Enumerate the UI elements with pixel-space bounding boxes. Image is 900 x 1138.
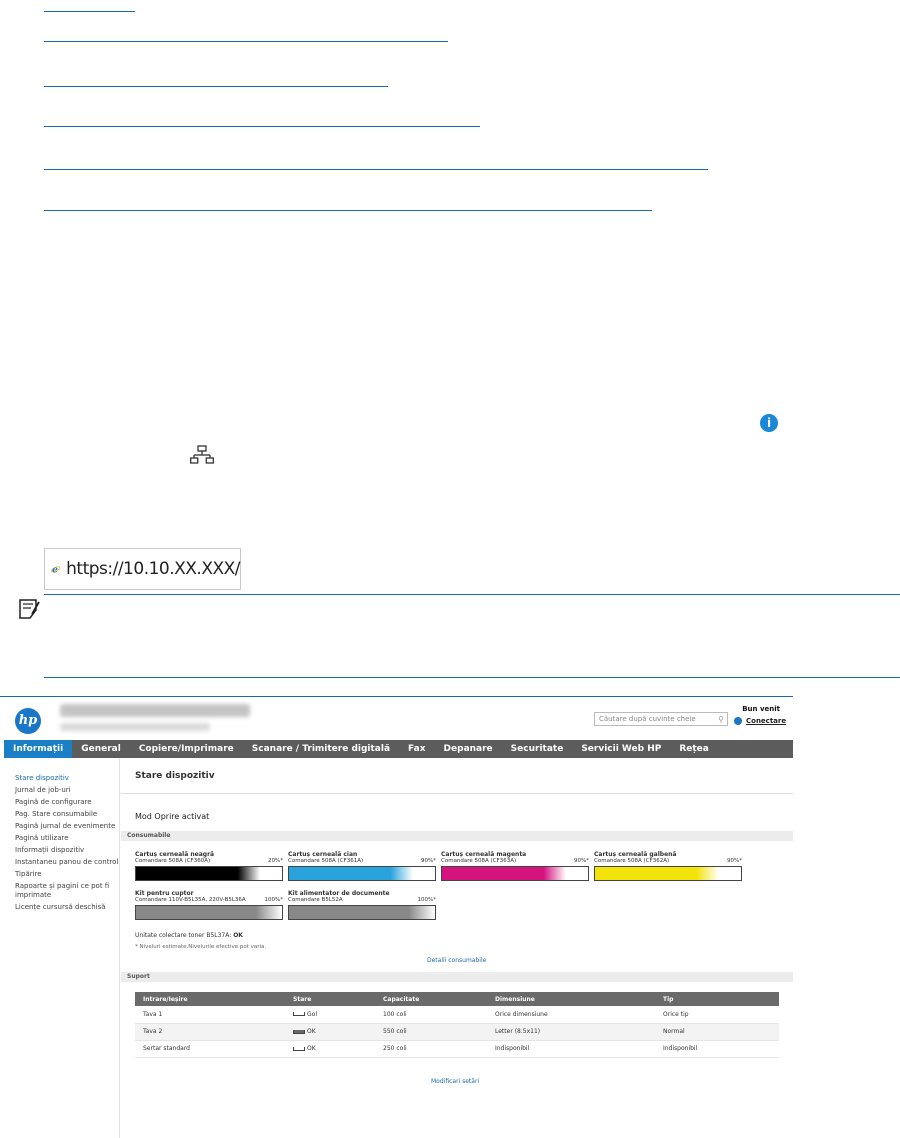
ews-screenshot <box>0 696 793 1138</box>
toner-collection-value: OK <box>233 932 243 939</box>
toner-collection-status <box>135 932 243 939</box>
cartridge-order: Comandare 508A (CF361A) <box>288 858 364 864</box>
media-section-header: Suport <box>121 972 793 982</box>
cartridge-level: 90%* <box>421 858 436 864</box>
note-bottom-rule <box>44 677 900 678</box>
table-cell <box>285 1006 375 1023</box>
table-cell: Normal <box>655 1023 779 1040</box>
cartridge-fill <box>136 867 260 880</box>
column-header: Intrare/Ieșire <box>135 992 285 1006</box>
sleep-mode-status: Mod Oprire activat <box>135 812 210 821</box>
cartridge-level: 90%* <box>574 858 589 864</box>
cartridge-fill <box>595 867 719 880</box>
link-underline-1[interactable] <box>44 0 135 12</box>
blurred-device-name <box>60 704 250 717</box>
tray-empty-icon <box>293 1012 305 1016</box>
table-cell: Sertar standard <box>135 1040 285 1057</box>
table-cell: Indisponibil <box>487 1040 655 1057</box>
column-header: Dimensiune <box>487 992 655 1006</box>
cartridge-level-bar <box>288 866 436 881</box>
cartridge-order: Comandare 508A (CF360A) <box>135 858 211 864</box>
tray-status: OK <box>307 1028 316 1035</box>
sidebar-item-control-panel-snapshot[interactable]: Instantaneu panou de control <box>15 858 119 866</box>
table-cell <box>285 1023 375 1040</box>
table-cell: Indisponibil <box>655 1040 779 1057</box>
link-underline-3[interactable] <box>44 75 388 87</box>
search-input[interactable] <box>594 712 728 726</box>
table-cell <box>285 1040 375 1057</box>
table-cell: 550 coli <box>375 1023 487 1040</box>
table-cell: 250 coli <box>375 1040 487 1057</box>
cartridge-name: Cartuș cerneală magenta <box>441 851 527 858</box>
sidebar-item-reports[interactable]: Rapoarte și pagini ce pot fi imprimate <box>15 882 110 899</box>
tab-scan-send[interactable]: Scanare / Trimitere digitală <box>251 744 391 754</box>
kit-level-bar <box>288 905 436 920</box>
sidebar-item-device-status[interactable]: Stare dispozitiv <box>15 774 69 782</box>
table-cell: Orice tip <box>655 1006 779 1023</box>
cartridge-yellow <box>594 851 742 881</box>
cartridge-fill <box>442 867 566 880</box>
note-icon <box>18 598 40 620</box>
column-header: Stare <box>285 992 375 1006</box>
estimate-note: * Niveluri estimate.Nivelurile efective pot varia. <box>135 944 267 950</box>
cartridge-order: Comandare 508A (CF362A) <box>594 858 670 864</box>
cartridge-name: Cartuș cerneală neagră <box>135 851 215 858</box>
search-placeholder: Căutare după cuvinte cheie <box>599 715 696 723</box>
search-icon[interactable]: ⚲ <box>718 715 724 724</box>
tab-fax[interactable]: Fax <box>408 744 426 754</box>
cartridge-level: 90%* <box>727 858 742 864</box>
sidebar-item-open-source-licenses[interactable]: Licențe cursursă deschisă <box>15 903 106 911</box>
supplies-section-header: Consumabile <box>121 831 793 841</box>
column-header: Tip <box>655 992 779 1006</box>
table-row <box>135 1040 779 1057</box>
cartridge-fill <box>289 867 413 880</box>
fuser-kit <box>135 890 283 920</box>
welcome-text: Bun venit <box>742 705 780 713</box>
url-text[interactable]: https://10.10.XX.XXX/ <box>66 559 240 579</box>
kit-name: Kit alimentator de documente <box>288 890 390 897</box>
tray-status: OK <box>307 1045 316 1052</box>
cartridge-level-bar <box>135 866 283 881</box>
tab-networking[interactable]: Rețea <box>679 744 709 754</box>
link-underline-5[interactable] <box>44 158 708 170</box>
tab-hp-web-services[interactable]: Servicii Web HP <box>581 744 662 754</box>
sidebar-divider <box>119 758 120 1138</box>
network-icon <box>190 445 214 465</box>
cartridge-cyan <box>288 851 436 881</box>
tab-copy-print[interactable]: Copiere/Imprimare <box>138 744 234 754</box>
sidebar-item-event-log[interactable]: Pagină jurnal de evenimente <box>15 822 116 830</box>
page-title: Stare dispozitiv <box>135 771 215 781</box>
link-underline-6[interactable] <box>44 199 652 211</box>
note-top-rule <box>44 594 900 595</box>
cartridge-name: Cartuș cerneală galbenă <box>594 851 677 858</box>
table-cell: Tava 2 <box>135 1023 285 1040</box>
kit-fill <box>289 906 435 919</box>
kit-level: 100%* <box>417 897 436 903</box>
cartridge-black <box>135 851 283 881</box>
svg-text:e: e <box>52 564 58 576</box>
tab-information[interactable]: Informații <box>4 740 72 758</box>
kit-order: Comandare B5L52A <box>288 897 343 903</box>
cartridge-level-bar <box>441 866 589 881</box>
sidebar-item-config-page[interactable]: Pagină de configurare <box>15 798 92 806</box>
ews-top-rule <box>0 696 793 697</box>
table-row <box>135 1006 779 1023</box>
sidebar-item-usage-page[interactable]: Pagină utilizare <box>15 834 69 842</box>
link-underline-2[interactable] <box>44 30 448 42</box>
table-cell: 100 coli <box>375 1006 487 1023</box>
sidebar-item-device-info[interactable]: Informații dispozitiv <box>15 846 85 854</box>
supplies-details-link[interactable]: Detalii consumabile <box>427 957 487 964</box>
sidebar <box>15 774 120 915</box>
cartridge-magenta <box>441 851 589 881</box>
main-content <box>121 758 793 1138</box>
sidebar-item-print[interactable]: Tipărire <box>15 870 42 878</box>
table-row <box>135 1023 779 1040</box>
modify-settings-link[interactable]: Modificari setări <box>431 1078 480 1085</box>
tab-troubleshooting[interactable]: Depanare <box>443 744 493 754</box>
column-header: Capacitate <box>375 992 487 1006</box>
cartridge-level-bar <box>594 866 742 881</box>
internet-explorer-icon <box>51 556 60 582</box>
table-cell: Tava 1 <box>135 1006 285 1023</box>
table-cell: Orice dimensiune <box>487 1006 655 1023</box>
media-table <box>135 992 779 1058</box>
cartridge-level: 20%* <box>268 858 283 864</box>
tray-empty-icon <box>293 1047 305 1051</box>
kit-name: Kit pentru cuptor <box>135 890 194 897</box>
kit-order: Comandare 110V-B5L35A, 220V-B5L36A <box>135 897 246 903</box>
main-nav <box>4 740 793 758</box>
sidebar-item-supplies-status[interactable]: Pag. Stare consumabile <box>15 810 98 818</box>
cartridge-name: Cartuș cerneală cian <box>288 851 358 858</box>
kit-level: 100%* <box>264 897 283 903</box>
tray-full-icon <box>293 1030 305 1034</box>
kit-fill <box>136 906 282 919</box>
tab-general[interactable]: General <box>81 744 121 754</box>
hp-logo: hp <box>15 708 41 734</box>
sidebar-item-job-log[interactable]: Jurnal de job-uri <box>15 786 71 794</box>
table-cell: Letter (8.5x11) <box>487 1023 655 1040</box>
tray-status: Gol <box>307 1010 317 1018</box>
title-rule <box>121 793 793 794</box>
cartridge-order: Comandare 508A (CF363A) <box>441 858 517 864</box>
blurred-device-address <box>60 723 210 731</box>
toner-collection-label: Unitate colectare toner B5L37A: <box>135 932 232 939</box>
info-icon: i <box>760 414 778 432</box>
browser-address-bar[interactable] <box>44 548 241 590</box>
link-underline-4[interactable] <box>44 115 480 127</box>
kit-level-bar <box>135 905 283 920</box>
sign-in-icon <box>734 717 742 725</box>
tab-security[interactable]: Securitate <box>510 744 564 754</box>
sign-in-link[interactable]: Conectare <box>746 717 787 725</box>
document-feeder-kit <box>288 890 436 920</box>
